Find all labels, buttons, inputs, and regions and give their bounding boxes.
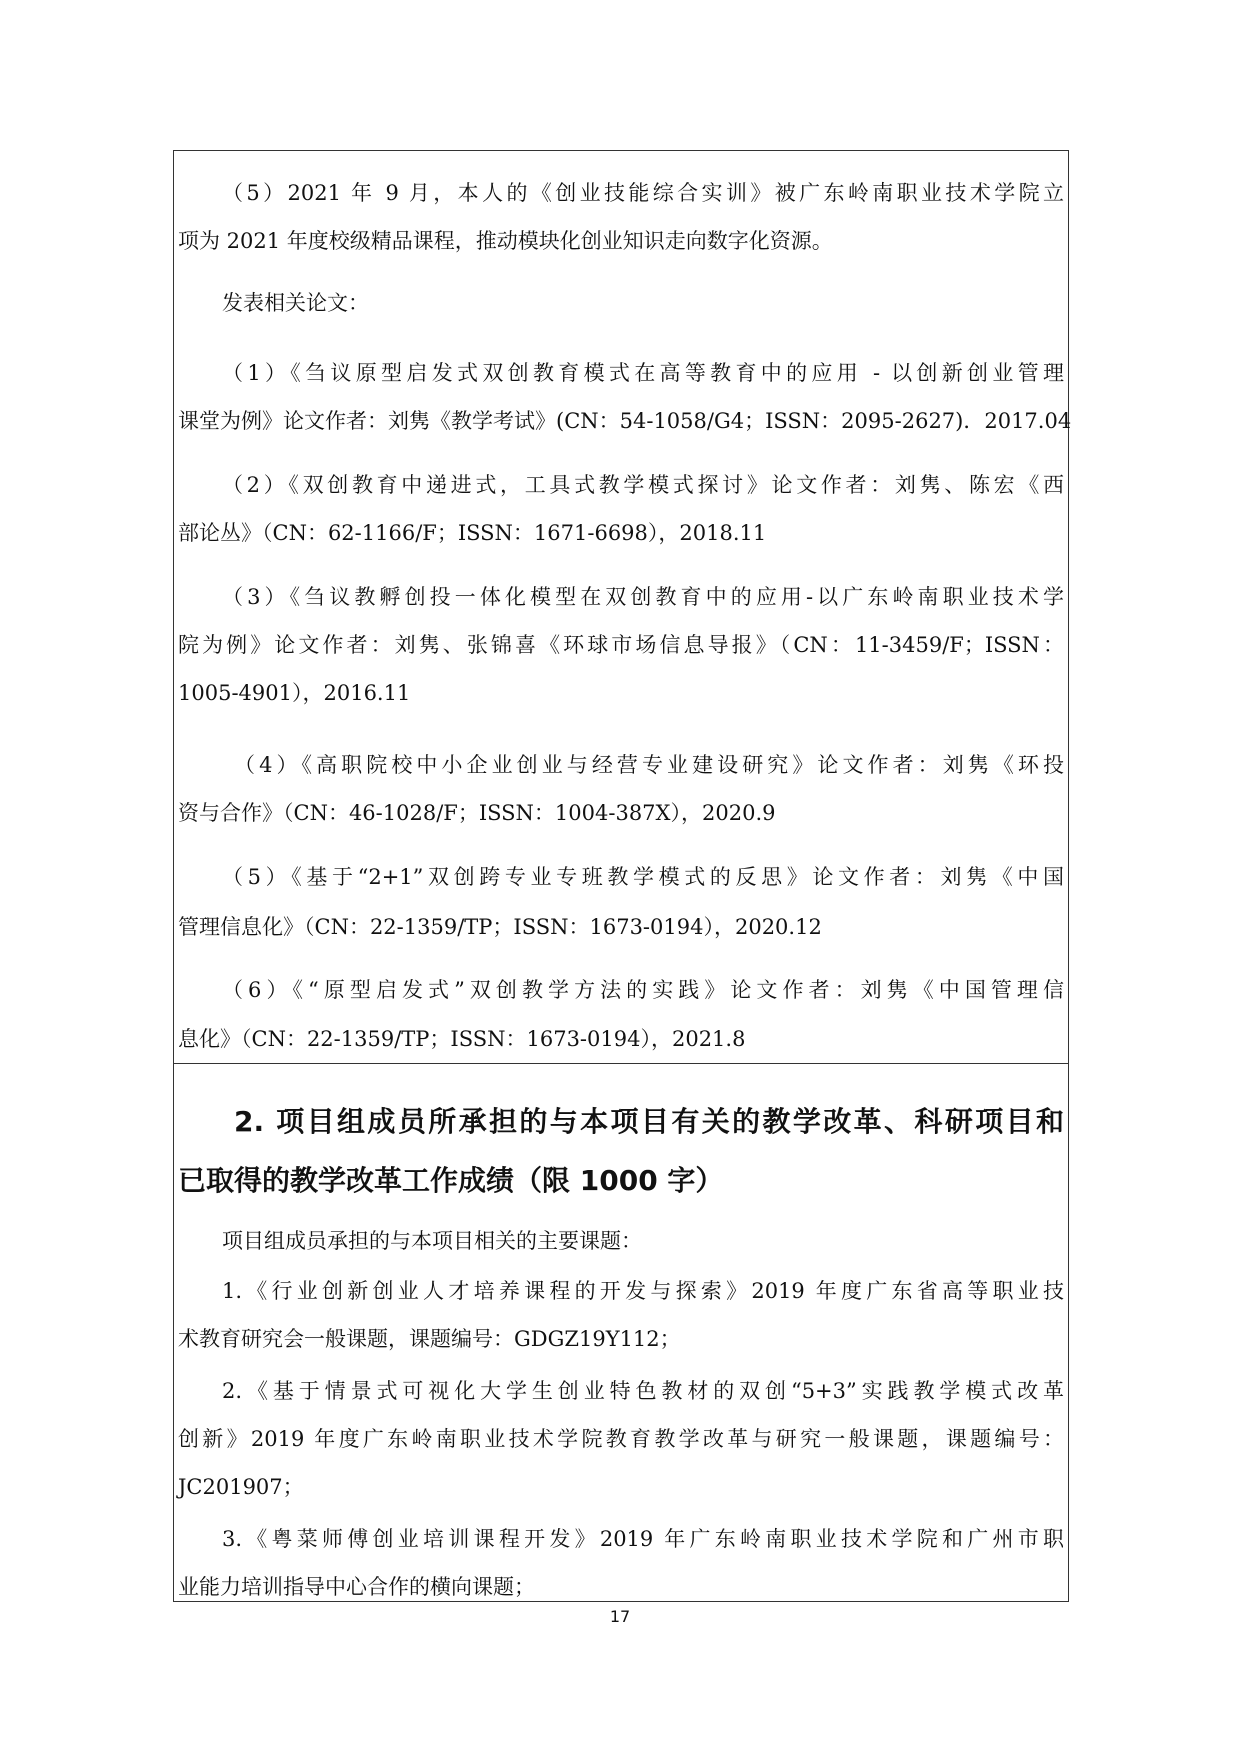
section-heading: 已取得的教学改革工作成绩（限 1000 字） xyxy=(178,1164,724,1197)
text-line: （5）2021 年 9 月，本人的《创业技能综合实训》被广东岭南职业技术学院立 xyxy=(222,181,1064,205)
text-line: 2.《基于情景式可视化大学生创业特色教材的双创“5+3”实践教学模式改革 xyxy=(222,1379,1064,1403)
text-line: （1）《刍议原型启发式双创教育模式在高等教育中的应用 - 以创新创业管理 xyxy=(222,361,1064,385)
text-line: 息化》（CN：22-1359/TP；ISSN：1673-0194），2021.8 xyxy=(178,1027,746,1051)
text-line: 1.《行业创新创业人才培养课程的开发与探索》2019 年度广东省高等职业技 xyxy=(222,1279,1064,1303)
text-line: 创新》2019 年度广东岭南职业技术学院教育教学改革与研究一般课题，课题编号： xyxy=(178,1427,1064,1451)
page-number: 17 xyxy=(609,1607,631,1626)
text-line: 业能力培训指导中心合作的横向课题； xyxy=(178,1575,535,1599)
text-line: 术教育研究会一般课题，课题编号：GDGZ19Y112； xyxy=(178,1327,681,1351)
text-line: 项目组成员承担的与本项目相关的主要课题： xyxy=(222,1229,642,1253)
section-heading: 2. 项目组成员所承担的与本项目有关的教学改革、科研项目和 xyxy=(234,1105,1064,1138)
text-line: JC201907； xyxy=(178,1475,304,1499)
text-line: 1005-4901），2016.11 xyxy=(178,681,411,705)
text-line: 3.《粤菜师傅创业培训课程开发》2019 年广东岭南职业技术学院和广州市职 xyxy=(222,1527,1064,1551)
text-line: （2）《双创教育中递进式，工具式教学模式探讨》论文作者：刘隽、陈宏《西 xyxy=(222,473,1064,497)
text-line: 课堂为例》论文作者：刘隽《教学考试》(CN：54-1058/G4；ISSN：2095-2627)．2017.04 xyxy=(178,409,1072,433)
text-line: （4）《高职院校中小企业创业与经营专业建设研究》论文作者：刘隽《环投 xyxy=(234,753,1064,777)
text-line: 部论丛》（CN：62-1166/F；ISSN：1671-6698），2018.11 xyxy=(178,521,767,545)
section-label: 发表相关论文： xyxy=(222,291,369,315)
text-line: 资与合作》（CN：46-1028/F；ISSN：1004-387X），2020.9 xyxy=(178,801,776,825)
text-line: 院为例》论文作者：刘隽、张锦喜《环球市场信息导报》（CN：11-3459/F；ISSN： xyxy=(178,633,1064,657)
text-line: 管理信息化》（CN：22-1359/TP；ISSN：1673-0194），2020.12 xyxy=(178,915,822,939)
text-line: 项为 2021 年度校级精品课程，推动模块化创业知识走向数字化资源。 xyxy=(178,229,833,253)
publications-cell xyxy=(173,150,1072,1064)
text-line: （3）《刍议教孵创投一体化模型在双创教育中的应用-以广东岭南职业技术学 xyxy=(222,585,1064,609)
text-line: （5）《基于“2+1”双创跨专业专班教学模式的反思》论文作者：刘隽《中国 xyxy=(222,865,1064,889)
text-line: （6）《“原型启发式”双创教学方法的实践》论文作者：刘隽《中国管理信 xyxy=(222,978,1064,1002)
teaching-reform-cell xyxy=(173,1063,1069,1602)
